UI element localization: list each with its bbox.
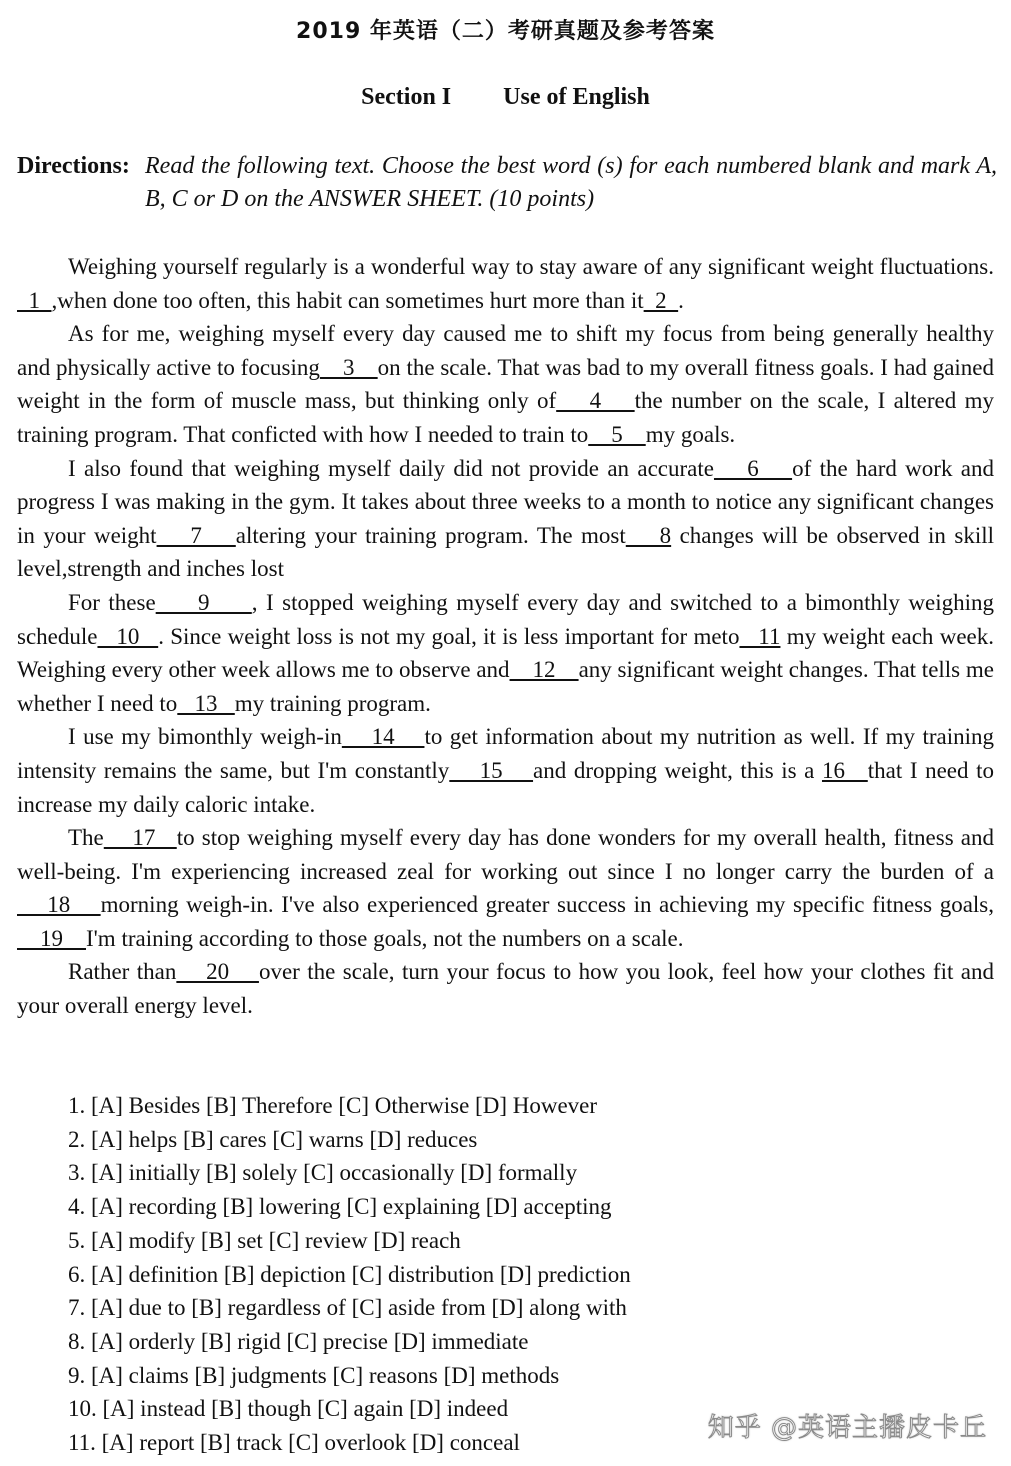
paragraph-7: [17, 955, 994, 1022]
text-span: altering your training program. The most: [235, 522, 626, 548]
answer-options: [68, 1089, 968, 1460]
option-line-6: 6. [A] definition [B] depiction [C] distribution [D] prediction: [68, 1261, 631, 1287]
blank-8: 8: [625, 522, 672, 548]
blank-4: 4: [556, 388, 635, 414]
text-span: For these: [68, 589, 156, 615]
blank-7: 7: [156, 522, 236, 548]
option-line-3: 3. [A] initially [B] solely [C] occasionally [D] formally: [68, 1160, 578, 1186]
text-span: my goals.: [645, 421, 736, 447]
blank-1: 1: [17, 287, 52, 313]
directions-text: Read the following text. Choose the best word (s) for each numbered blank and mark A, B, C or D on the ANSWER SHEET. (10 points): [145, 153, 997, 212]
paragraph-3: [17, 452, 994, 586]
option-line-1: 1. [A] Besides [B] Therefore [C] Otherwise [D] However: [68, 1093, 598, 1118]
document-title: 2019 年英语（二）考研真题及参考答案: [296, 19, 715, 44]
blank-3: 3: [319, 354, 378, 380]
text-span: that I need to increase my daily caloric intake.: [17, 757, 994, 817]
text-span: on the scale. That was bad to my overall fitness goals. I had gained weight in the form of muscle mass, but thinking only of: [17, 354, 995, 414]
watermark: 知乎 @英语主播皮卡丘: [707, 1413, 987, 1443]
text-span: my training program.: [234, 690, 431, 716]
text-span: changes will be observed in skill level,strength and inches lost: [17, 522, 995, 582]
blank-11: 11: [739, 623, 781, 649]
directions-label: Directions:: [17, 153, 130, 179]
option-line-7: 7. [A] due to [B] regardless of [C] aside from [D] along with: [68, 1295, 627, 1321]
blank-9: 9: [155, 589, 252, 615]
blank-10: 10: [97, 623, 159, 649]
paragraph-4: [17, 586, 994, 720]
cloze-passage: [17, 250, 994, 1023]
option-line-8: 8. [A] orderly [B] rigid [C] precise [D] immediate: [68, 1328, 529, 1354]
option-line-5: 5. [A] modify [B] set [C] review [D] reach: [68, 1227, 461, 1253]
blank-13: 13: [177, 690, 235, 716]
text-span: Weighing yourself regularly is a wonderful way to stay aware of any significant weight fluctuations.: [68, 254, 994, 279]
text-span: I also found that weighing myself daily did not provide an accurate: [68, 455, 714, 481]
option-line-11: 11. [A] report [B] track [C] overlook [D] conceal: [68, 1430, 520, 1456]
section-number: Section I: [361, 84, 452, 110]
text-span: Rather than: [68, 959, 177, 985]
blank-15: 15: [449, 757, 534, 783]
text-span: and dropping weight, this is a: [533, 757, 822, 783]
blank-20: 20: [176, 959, 259, 985]
text-span: the number on the scale, I altered my training program. That conficted with how I needed to train to: [17, 388, 995, 447]
option-line-10: 10. [A] instead [B] though [C] again [D] indeed: [68, 1396, 509, 1422]
paragraph-6: [17, 821, 994, 955]
text-span: .: [678, 287, 684, 313]
text-span: over the scale, turn your focus to how you look, feel how your clothes fit and your overall energy level.: [17, 959, 995, 1019]
blank-17: 17: [103, 825, 177, 851]
text-span: . Since weight loss is not my goal, it is less important for meto: [158, 623, 740, 649]
blank-19: 19: [17, 925, 86, 951]
text-span: to stop weighing myself every day has done wonders for my overall health, fitness and well-being. I'm experiencing increased zeal for working out since I no longer carry the burden of a: [17, 825, 994, 884]
text-span: to get information about my nutrition as well. If my training intensity remains the same, but I'm constantly: [17, 724, 995, 783]
paragraph-2: [17, 317, 994, 451]
option-line-9: 9. [A] claims [B] judgments [C] reasons [D] methods: [68, 1362, 560, 1388]
blank-2: 2: [643, 287, 679, 313]
section-heading: [0, 84, 1011, 111]
paragraph-1: [17, 250, 994, 317]
paragraph-5: [17, 720, 994, 821]
text-span: I use my bimonthly weigh-in: [68, 724, 342, 750]
option-line-2: 2. [A] helps [B] cares [C] warns [D] reduces: [68, 1126, 478, 1152]
blank-6: 6: [713, 455, 793, 481]
text-span: The: [68, 825, 104, 851]
text-span: , I stopped weighing myself every day and switched to a bimonthly weighing schedule: [17, 589, 994, 649]
text-span: As for me, weighing myself every day caused me to shift my focus from being generally healthy and physically active to focusing: [17, 321, 994, 380]
text-span: ,when done too often, this habit can sometimes hurt more than it: [51, 287, 644, 313]
text-span: my weight each week. Weighing every other week allows me to observe and: [17, 623, 994, 683]
blank-5: 5: [588, 421, 646, 447]
text-span: of the hard work and progress I was making in the gym. It takes about three weeks to a month to notice any significant changes in your weight: [17, 455, 994, 548]
text-span: morning weigh-in. I've also experienced greater success in achieving my specific fitness goals,: [100, 892, 995, 918]
blank-14: 14: [341, 724, 425, 750]
section-name: Use of English: [503, 84, 650, 110]
option-line-4: 4. [A] recording [B] lowering [C] explaining [D] accepting: [68, 1194, 612, 1220]
blank-18: 18: [17, 892, 101, 918]
blank-12: 12: [509, 657, 579, 683]
directions: [17, 150, 997, 216]
text-span: any significant weight changes. That tells me whether I need to: [17, 657, 994, 716]
text-span: I'm training according to those goals, not the numbers on a scale.: [86, 925, 684, 951]
blank-16: 16: [821, 757, 868, 783]
